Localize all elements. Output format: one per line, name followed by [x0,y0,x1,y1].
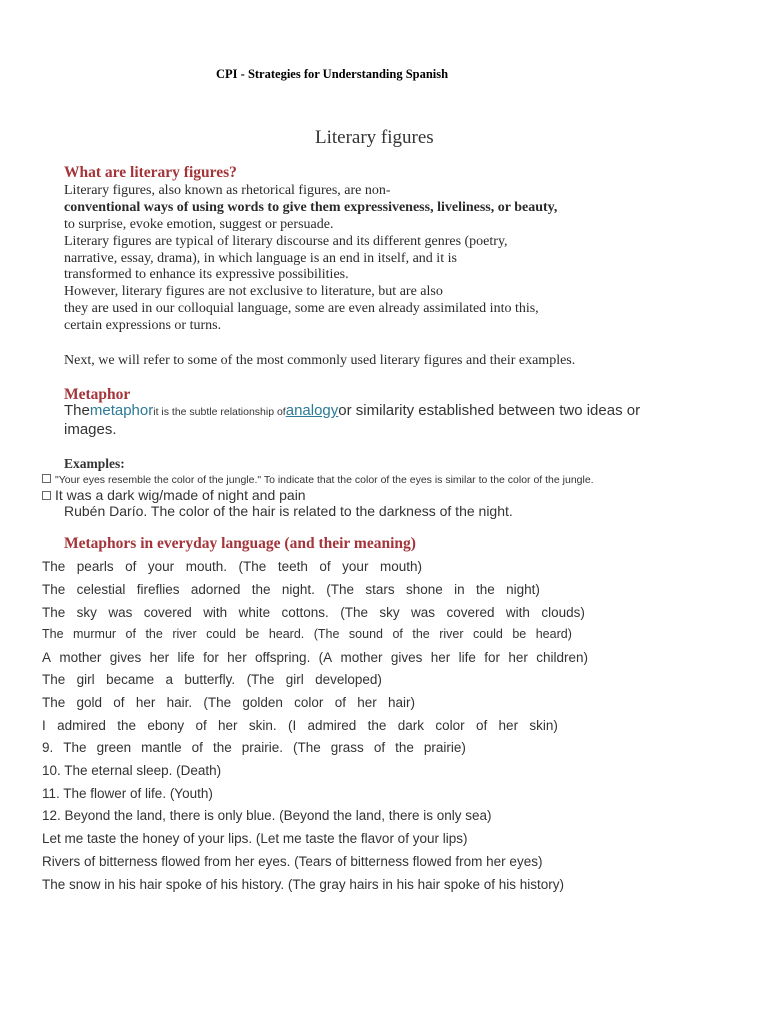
list-word: mouth) [379,559,422,574]
metaphor-definition [64,402,664,438]
list-word: of [373,740,386,755]
list-word: murmur [73,627,117,641]
list-word: (The [340,605,368,620]
list-word: of [475,718,488,733]
example-text: It was a dark wig/made of night and pain [55,487,306,503]
list-item: 10. The eternal sleep. (Death) [42,763,222,778]
list-word: adorned [190,582,241,597]
list-word: prairie. [241,740,283,755]
list-word: of [319,559,331,574]
list-word: of [334,695,346,710]
list-word: hair) [387,695,415,710]
intro-line: transformed to enhance its expressive possibilities. [64,267,349,282]
list-word: the [145,627,163,641]
list-word: life [177,650,195,665]
list-word: was [411,605,436,620]
list-word: (The [246,672,275,687]
examples-label: Examples: [64,456,125,471]
list-word: The [42,605,66,620]
list-word: The [42,582,66,597]
list-word: your [147,559,175,574]
example-continuation: Rubén Darío. The color of the hair is related to the darkness of the night. [64,503,513,519]
list-word: 9. [42,740,54,755]
list-word: The [63,740,87,755]
list-word: heard. [268,627,305,641]
metaphor-link[interactable]: metaphor [89,402,154,419]
list-word: river [439,627,464,641]
list-word: the [395,740,414,755]
list-word: color [435,718,465,733]
list-word: of [191,740,203,755]
list-item: Rivers of bitterness flowed from her eyes. (Tears of bitterness flowed from her eyes) [42,854,543,869]
list-word: clouds) [541,605,585,620]
list-word: her [357,695,377,710]
list-word: night. [281,582,315,597]
list-word: color [294,695,324,710]
example-text: "Your eyes resemble the color of the jungle." To indicate that the color of the eyes is similar to the color of the jungle. [55,474,594,486]
list-word: skin) [529,718,558,733]
list-word: the [212,740,232,755]
intro-line: Literary figures, also known as rhetorical figures, are non- [64,183,391,198]
list-word: The [42,695,66,710]
list-word: could [206,627,236,641]
intro-line: certain expressions or turns. [64,318,222,333]
list-word: of [392,627,403,641]
list-item [42,718,558,733]
list-word: the [412,627,430,641]
list-word: admired [57,718,106,733]
list-word: (A [318,650,333,665]
list-word: gives [390,650,423,665]
list-word: ebony [147,718,185,733]
list-word: grass [330,740,364,755]
list-word: a [165,672,173,687]
page-title: Literary figures [315,127,434,148]
list-word: girl [285,672,304,687]
list-item: 11. The flower of life. (Youth) [42,786,213,801]
list-word: sky [76,605,97,620]
list-word: with [505,605,530,620]
definition-rest: or similarity established between two ideas or images. [64,402,641,438]
list-word: was [108,605,133,620]
list-word: mantle [141,740,182,755]
list-word: (The [203,695,232,710]
example-item [42,487,306,503]
intro-line-bold: conventional ways of using words to give them expressiveness, liveliness, or beauty, [64,200,558,215]
intro-line: narrative, essay, drama), in which language is an end in itself, and it is [64,251,457,266]
list-word: shone [405,582,443,597]
list-word: of [195,718,207,733]
list-item [42,672,382,687]
list-word: mouth. [185,559,227,574]
list-word: with [203,605,228,620]
list-word: be [245,627,260,641]
list-word: A [42,650,52,665]
list-word: her [218,718,238,733]
section-heading-what-are: What are literary figures? [64,164,237,181]
list-word: teeth [277,559,308,574]
list-word: for [484,650,500,665]
list-word: became [106,672,155,687]
list-word: golden [242,695,283,710]
list-word: skin. [248,718,277,733]
analogy-link[interactable]: analogy [285,402,339,419]
list-word: (The [313,627,340,641]
list-word: offspring. [255,650,311,665]
list-word: her [135,695,156,710]
list-word: butterfly. [184,672,236,687]
list-word: admired [307,718,357,733]
list-item [42,582,540,597]
list-word: life [458,650,476,665]
bullet-box-icon [42,474,51,483]
definition-the: The [64,402,90,419]
intro-line: they are used in our colloquial language, some are even already assimilated into this, [64,301,539,316]
list-word: her [227,650,247,665]
list-word: her [498,718,519,733]
list-item [42,650,588,665]
list-word: of [125,627,136,641]
section-heading-everyday: Metaphors in everyday language (and their meaning) [64,535,416,552]
list-word: heard) [535,627,572,641]
list-word: stars [365,582,395,597]
list-word: river [172,627,197,641]
list-word: of [113,695,125,710]
list-item [42,740,466,755]
list-word: of [125,559,137,574]
list-item: The snow in his hair spoke of his history. (The gray hairs in his hair spoke of his history) [42,877,564,892]
list-word: sound [348,627,383,641]
list-word: gives [109,650,142,665]
list-word: (The [326,582,354,597]
list-word: gold [76,695,103,710]
list-item: 12. Beyond the land, there is only blue. (Beyond the land, there is only sea) [42,808,492,823]
list-word: fireflies [136,582,180,597]
list-word: her [430,650,451,665]
list-word: pearls [76,559,114,574]
list-word: covered [143,605,192,620]
list-word: The [42,627,64,641]
list-item [42,695,415,710]
list-word: green [96,740,132,755]
definition-small-text: it is the subtle relationship of [153,406,286,418]
document-header: CPI - Strategies for Understanding Spanish [216,67,449,81]
list-word: your [342,559,369,574]
list-word: hair. [166,695,193,710]
list-word: cottons. [281,605,329,620]
list-word: (The [238,559,267,574]
list-word: (I [287,718,297,733]
list-word: be [512,627,527,641]
list-word: night) [506,582,540,597]
list-word: mother [59,650,102,665]
list-word: covered [446,605,495,620]
list-word: The [42,559,66,574]
intro-next-line: Next, we will refer to some of the most commonly used literary figures and their examples. [64,353,576,368]
list-word: the [251,582,271,597]
intro-line: to surprise, evoke emotion, suggest or persuade. [64,217,334,232]
list-word: could [473,627,503,641]
list-item: Let me taste the honey of your lips. (Let me taste the flavor of your lips) [42,831,468,846]
list-word: girl [76,672,95,687]
list-word: I [42,718,46,733]
list-word: developed) [315,672,382,687]
example-item [42,474,594,486]
list-word: dark [397,718,425,733]
list-word: The [42,672,66,687]
list-word: sky [379,605,400,620]
list-word: children) [536,650,588,665]
list-word: prairie) [423,740,466,755]
intro-line: Literary figures are typical of literary discourse and its different genres (poetry, [64,234,508,249]
list-word: in [454,582,465,597]
list-word: her [149,650,170,665]
list-word: celestial [76,582,126,597]
list-item [42,627,572,641]
list-word: mother [340,650,383,665]
list-word: white [238,605,271,620]
bullet-box-icon [42,491,51,500]
list-word: the [475,582,495,597]
intro-line: However, literary figures are not exclusive to literature, but are also [64,284,443,299]
list-item [42,559,422,574]
list-word: her [508,650,528,665]
list-word: for [203,650,219,665]
list-word: (The [293,740,321,755]
list-word: the [117,718,136,733]
section-heading-metaphor: Metaphor [64,386,131,403]
list-word: the [367,718,387,733]
list-item [42,605,585,620]
